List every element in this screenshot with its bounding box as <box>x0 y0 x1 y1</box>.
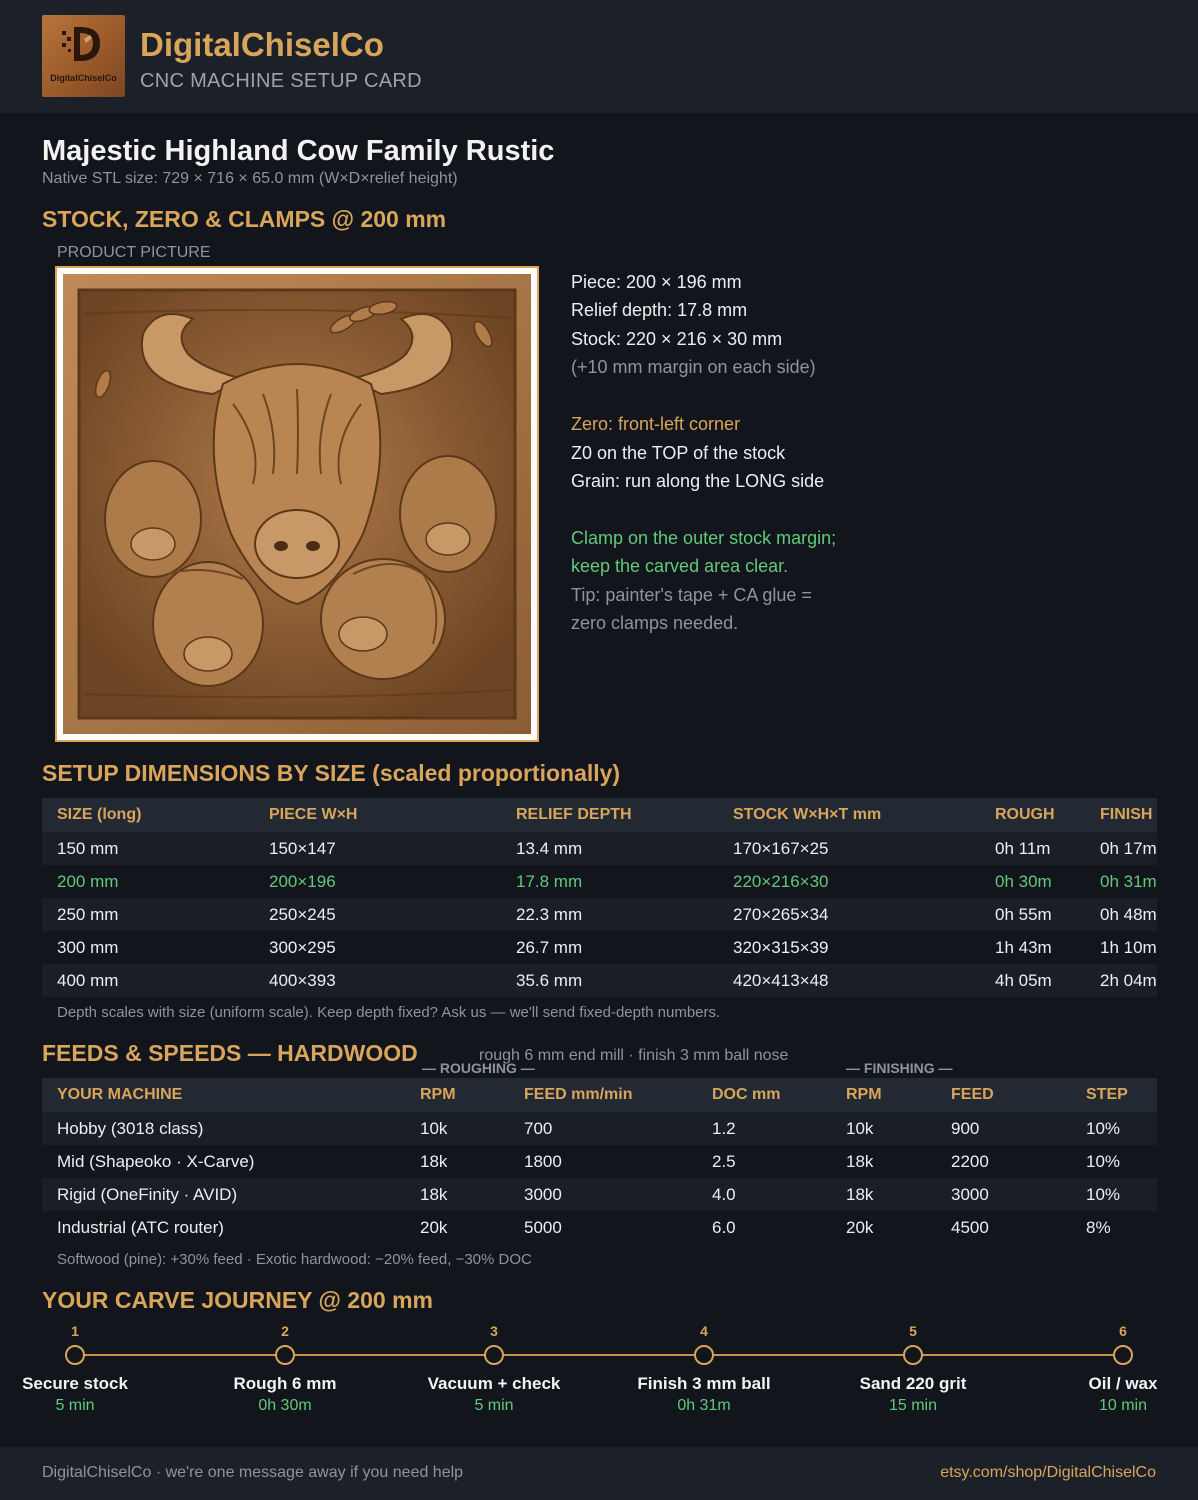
col-finish: FINISH <box>1085 798 1157 832</box>
col-rough: ROUGH <box>980 798 1085 832</box>
cell: 10k <box>405 1112 509 1145</box>
brand-logo <box>42 15 125 97</box>
brand-name: DigitalChiselCo <box>140 26 384 63</box>
cell: 0h 30m <box>980 865 1085 898</box>
cell: 3000 <box>509 1178 697 1211</box>
stock-section-heading: STOCK, ZERO & CLAMPS @ 200 mm <box>42 206 447 232</box>
cell: 220×216×30 <box>718 865 980 898</box>
cell: 6.0 <box>697 1211 831 1244</box>
feeds-table <box>42 1078 1157 1244</box>
cell: 320×315×39 <box>718 931 980 964</box>
step-time: 10 min <box>1098 1397 1148 1414</box>
table-header-row <box>42 798 1157 832</box>
step-time: 5 min <box>474 1397 514 1414</box>
dimensions-table <box>42 798 1157 997</box>
cell: 18k <box>831 1145 936 1178</box>
cell: 18k <box>831 1178 936 1211</box>
product-picture <box>55 266 539 742</box>
cell: 10% <box>1071 1178 1157 1211</box>
cell: 0h 31m <box>1085 865 1157 898</box>
cell: 250 mm <box>42 898 254 931</box>
step-name: Finish 3 mm ball <box>637 1374 771 1393</box>
table-row <box>42 832 1157 865</box>
col-machine: YOUR MACHINE <box>42 1078 405 1112</box>
cell: 20k <box>831 1211 936 1244</box>
cell: Mid (Shapeoko · X-Carve) <box>42 1145 405 1178</box>
finishing-group-label: — FINISHING — <box>846 1060 953 1076</box>
grain-note: Grain: run along the LONG side <box>571 471 825 491</box>
cell: 2.5 <box>697 1145 831 1178</box>
table-header-row <box>42 1078 1157 1112</box>
piece-size: Piece: 200 × 196 mm <box>571 272 742 292</box>
tools-note: rough 6 mm end mill · finish 3 mm ball nose <box>479 1047 789 1064</box>
cell: 13.4 mm <box>501 832 718 865</box>
step-marker-icon <box>65 1345 85 1365</box>
cell: 5000 <box>509 1211 697 1244</box>
cell: 200 mm <box>42 865 254 898</box>
cell: 4500 <box>936 1211 1071 1244</box>
step-marker-icon <box>694 1345 714 1365</box>
product-picture-label: PRODUCT PICTURE <box>57 244 211 261</box>
col-step: STEP <box>1071 1078 1157 1112</box>
cell: 1h 10m <box>1085 931 1157 964</box>
journey-heading: YOUR CARVE JOURNEY @ 200 mm <box>42 1287 433 1313</box>
cell: Industrial (ATC router) <box>42 1211 405 1244</box>
stock-size: Stock: 220 × 216 × 30 mm <box>571 329 783 349</box>
cell: 0h 17m <box>1085 832 1157 865</box>
cell: 35.6 mm <box>501 964 718 997</box>
cell: 270×265×34 <box>718 898 980 931</box>
step-name: Oil / wax <box>1088 1374 1158 1393</box>
step-number: 3 <box>490 1323 498 1339</box>
zero-point: Zero: front-left corner <box>571 414 741 434</box>
shop-link[interactable]: etsy.com/shop/DigitalChiselCo <box>940 1464 1156 1481</box>
step-name: Rough 6 mm <box>233 1374 337 1393</box>
cell: 400×393 <box>254 964 501 997</box>
cell: 22.3 mm <box>501 898 718 931</box>
step-time: 0h 31m <box>677 1397 731 1414</box>
native-size: Native STL size: 729 × 716 × 65.0 mm (W×D×relief height) <box>42 170 458 187</box>
dimensions-heading: SETUP DIMENSIONS BY SIZE (scaled proportionally) <box>42 760 621 786</box>
tip-line2: zero clamps needed. <box>571 613 739 633</box>
step-time: 15 min <box>888 1397 938 1414</box>
chisel-logo-icon <box>60 21 106 73</box>
cell: 400 mm <box>42 964 254 997</box>
table-row <box>42 931 1157 964</box>
cell: 2200 <box>936 1145 1071 1178</box>
cell: 10% <box>1071 1145 1157 1178</box>
cell: Rigid (OneFinity · AVID) <box>42 1178 405 1211</box>
cell: 420×413×48 <box>718 964 980 997</box>
cell: 4h 05m <box>980 964 1085 997</box>
softwood-note: Softwood (pine): +30% feed · Exotic hardwood: −20% feed, −30% DOC <box>57 1251 532 1268</box>
cell: 17.8 mm <box>501 865 718 898</box>
table-row <box>42 1211 1157 1244</box>
product-title: Majestic Highland Cow Family Rustic <box>42 135 555 167</box>
col-doc: DOC mm <box>697 1078 831 1112</box>
step-time: 0h 30m <box>258 1397 312 1414</box>
step-marker-icon <box>275 1345 295 1365</box>
cell: 300×295 <box>254 931 501 964</box>
step-number: 5 <box>909 1323 917 1339</box>
step-name: Sand 220 grit <box>859 1374 967 1393</box>
tip-line1: Tip: painter's tape + CA glue = <box>571 585 812 605</box>
col-relief: RELIEF DEPTH <box>501 798 718 832</box>
cell: 170×167×25 <box>718 832 980 865</box>
step-number: 4 <box>700 1323 708 1339</box>
cell: 1.2 <box>697 1112 831 1145</box>
col-rough-rpm: RPM <box>405 1078 509 1112</box>
cell: 900 <box>936 1112 1071 1145</box>
col-stock: STOCK W×H×T mm <box>718 798 980 832</box>
cell: 0h 48m <box>1085 898 1157 931</box>
table-row <box>42 964 1157 997</box>
roughing-group-label: — ROUGHING — <box>422 1060 535 1076</box>
cell: 150×147 <box>254 832 501 865</box>
cell: 20k <box>405 1211 509 1244</box>
step-number: 1 <box>71 1323 79 1339</box>
step-name: Secure stock <box>22 1374 128 1393</box>
cell: 300 mm <box>42 931 254 964</box>
clamp-note-line1: Clamp on the outer stock margin; <box>571 528 837 548</box>
table-row <box>42 1178 1157 1211</box>
col-finish-feed: FEED <box>936 1078 1071 1112</box>
footer <box>0 1447 1198 1500</box>
col-finish-rpm: RPM <box>831 1078 936 1112</box>
cell: 18k <box>405 1178 509 1211</box>
cell: 200×196 <box>254 865 501 898</box>
margin-note: (+10 mm margin on each side) <box>571 357 816 377</box>
cell: Hobby (3018 class) <box>42 1112 405 1145</box>
table-row <box>42 898 1157 931</box>
cell: 0h 11m <box>980 832 1085 865</box>
cell: 150 mm <box>42 832 254 865</box>
cell: 2h 04m <box>1085 964 1157 997</box>
cell: 3000 <box>936 1178 1071 1211</box>
cell: 18k <box>405 1145 509 1178</box>
table-row <box>42 1145 1157 1178</box>
cell: 1800 <box>509 1145 697 1178</box>
step-name: Vacuum + check <box>427 1374 561 1393</box>
card-subtitle: CNC MACHINE SETUP CARD <box>140 70 422 92</box>
z0-note: Z0 on the TOP of the stock <box>571 443 786 463</box>
step-number: 6 <box>1119 1323 1127 1339</box>
step-number: 2 <box>281 1323 289 1339</box>
cell: 700 <box>509 1112 697 1145</box>
table-row-highlighted <box>42 865 1157 898</box>
header <box>0 0 1198 113</box>
step-marker-icon <box>1113 1345 1133 1365</box>
cell: 8% <box>1071 1211 1157 1244</box>
col-rough-feed: FEED mm/min <box>509 1078 697 1112</box>
cell: 4.0 <box>697 1178 831 1211</box>
clamp-note-line2: keep the carved area clear. <box>571 556 789 576</box>
table-row <box>42 1112 1157 1145</box>
cell: 1h 43m <box>980 931 1085 964</box>
carved-relief-image <box>63 274 531 734</box>
col-piece: PIECE W×H <box>254 798 501 832</box>
cell: 10% <box>1071 1112 1157 1145</box>
cell: 250×245 <box>254 898 501 931</box>
step-marker-icon <box>903 1345 923 1365</box>
cell: 0h 55m <box>980 898 1085 931</box>
footer-contact-text: DigitalChiselCo · we're one message away if you need help <box>42 1464 464 1481</box>
logo-text: DigitalChiselCo <box>50 73 117 83</box>
col-size: SIZE (long) <box>42 798 254 832</box>
feeds-heading: FEEDS & SPEEDS — HARDWOOD <box>42 1040 418 1066</box>
cell: 26.7 mm <box>501 931 718 964</box>
depth-note: Depth scales with size (uniform scale). Keep depth fixed? Ask us — we'll send fixed-depth numbers. <box>57 1004 721 1021</box>
relief-depth: Relief depth: 17.8 mm <box>571 300 748 320</box>
cell: 10k <box>831 1112 936 1145</box>
journey-timeline <box>75 1354 1124 1356</box>
step-time: 5 min <box>55 1397 95 1414</box>
step-marker-icon <box>484 1345 504 1365</box>
